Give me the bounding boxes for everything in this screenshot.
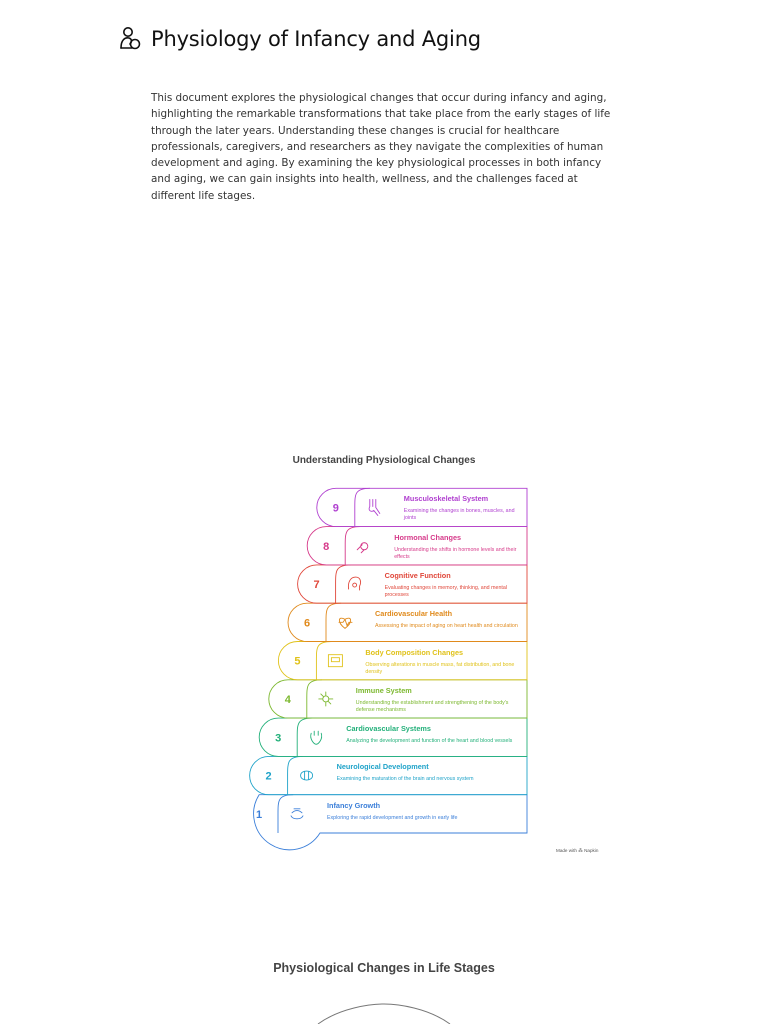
made-with-credit: Made with ⁂ Napkin bbox=[556, 848, 599, 853]
step-number: 7 bbox=[313, 579, 320, 592]
step-description: Examining the changes in bones, muscles, and joints bbox=[403, 508, 515, 522]
step-number: 5 bbox=[294, 655, 301, 668]
step-number: 9 bbox=[332, 502, 339, 515]
step-title: Musculoskeletal System bbox=[403, 494, 489, 504]
step-title: Cognitive Function bbox=[384, 570, 451, 580]
step-number: 8 bbox=[323, 540, 330, 553]
step-description: Observing alterations in muscle mass, fat distribution, and bone density bbox=[365, 661, 515, 675]
step-description: Understanding the establishment and strengthening of the body's defense mechanisms bbox=[355, 699, 509, 713]
step-description: Understanding the shifts in hormone levels and their effects bbox=[394, 546, 517, 560]
step-number: 2 bbox=[265, 770, 272, 783]
figure-title: Understanding Physiological Changes bbox=[292, 455, 476, 466]
step-title: Infancy Growth bbox=[327, 800, 381, 810]
step-number: 3 bbox=[275, 732, 282, 745]
page-title: Physiology of Infancy and Aging bbox=[151, 27, 481, 51]
step-description: Evaluating changes in memory, thinking, and mental processes bbox=[384, 584, 507, 598]
step-number: 6 bbox=[303, 617, 311, 630]
step-description: Examining the maturation of the brain and nervous system bbox=[336, 776, 474, 783]
step-title: Cardiovascular Systems bbox=[346, 724, 431, 734]
intro-paragraph: This document explores the physiological changes that occur during infancy and aging, highlighting the remarkable transformations that take place from the early stages of life through the later years. Understanding these changes is crucial for healthcare professionals, caregivers, and researchers as they navigate the complexities of human development and aging. By examining the key physiological processes in both infancy and aging, we can gain insights into health, wellness, and the challenges faced at different life stages. bbox=[151, 92, 611, 202]
step-number: 1 bbox=[255, 808, 263, 821]
step-title: Immune System bbox=[355, 685, 412, 695]
step-title: Body Composition Changes bbox=[365, 647, 464, 657]
step-title: Hormonal Changes bbox=[394, 532, 462, 542]
second-figure-title: Physiological Changes in Life Stages bbox=[273, 961, 495, 975]
step-description: Exploring the rapid development and growth in early life bbox=[327, 814, 458, 821]
step-title: Cardiovascular Health bbox=[375, 609, 453, 619]
step-description: Assessing the impact of aging on heart health and circulation bbox=[375, 623, 518, 630]
step-number: 4 bbox=[284, 693, 291, 706]
step-title: Neurological Development bbox=[336, 762, 429, 772]
step-description: Analyzing the development and function of the heart and blood vessels bbox=[346, 738, 513, 745]
